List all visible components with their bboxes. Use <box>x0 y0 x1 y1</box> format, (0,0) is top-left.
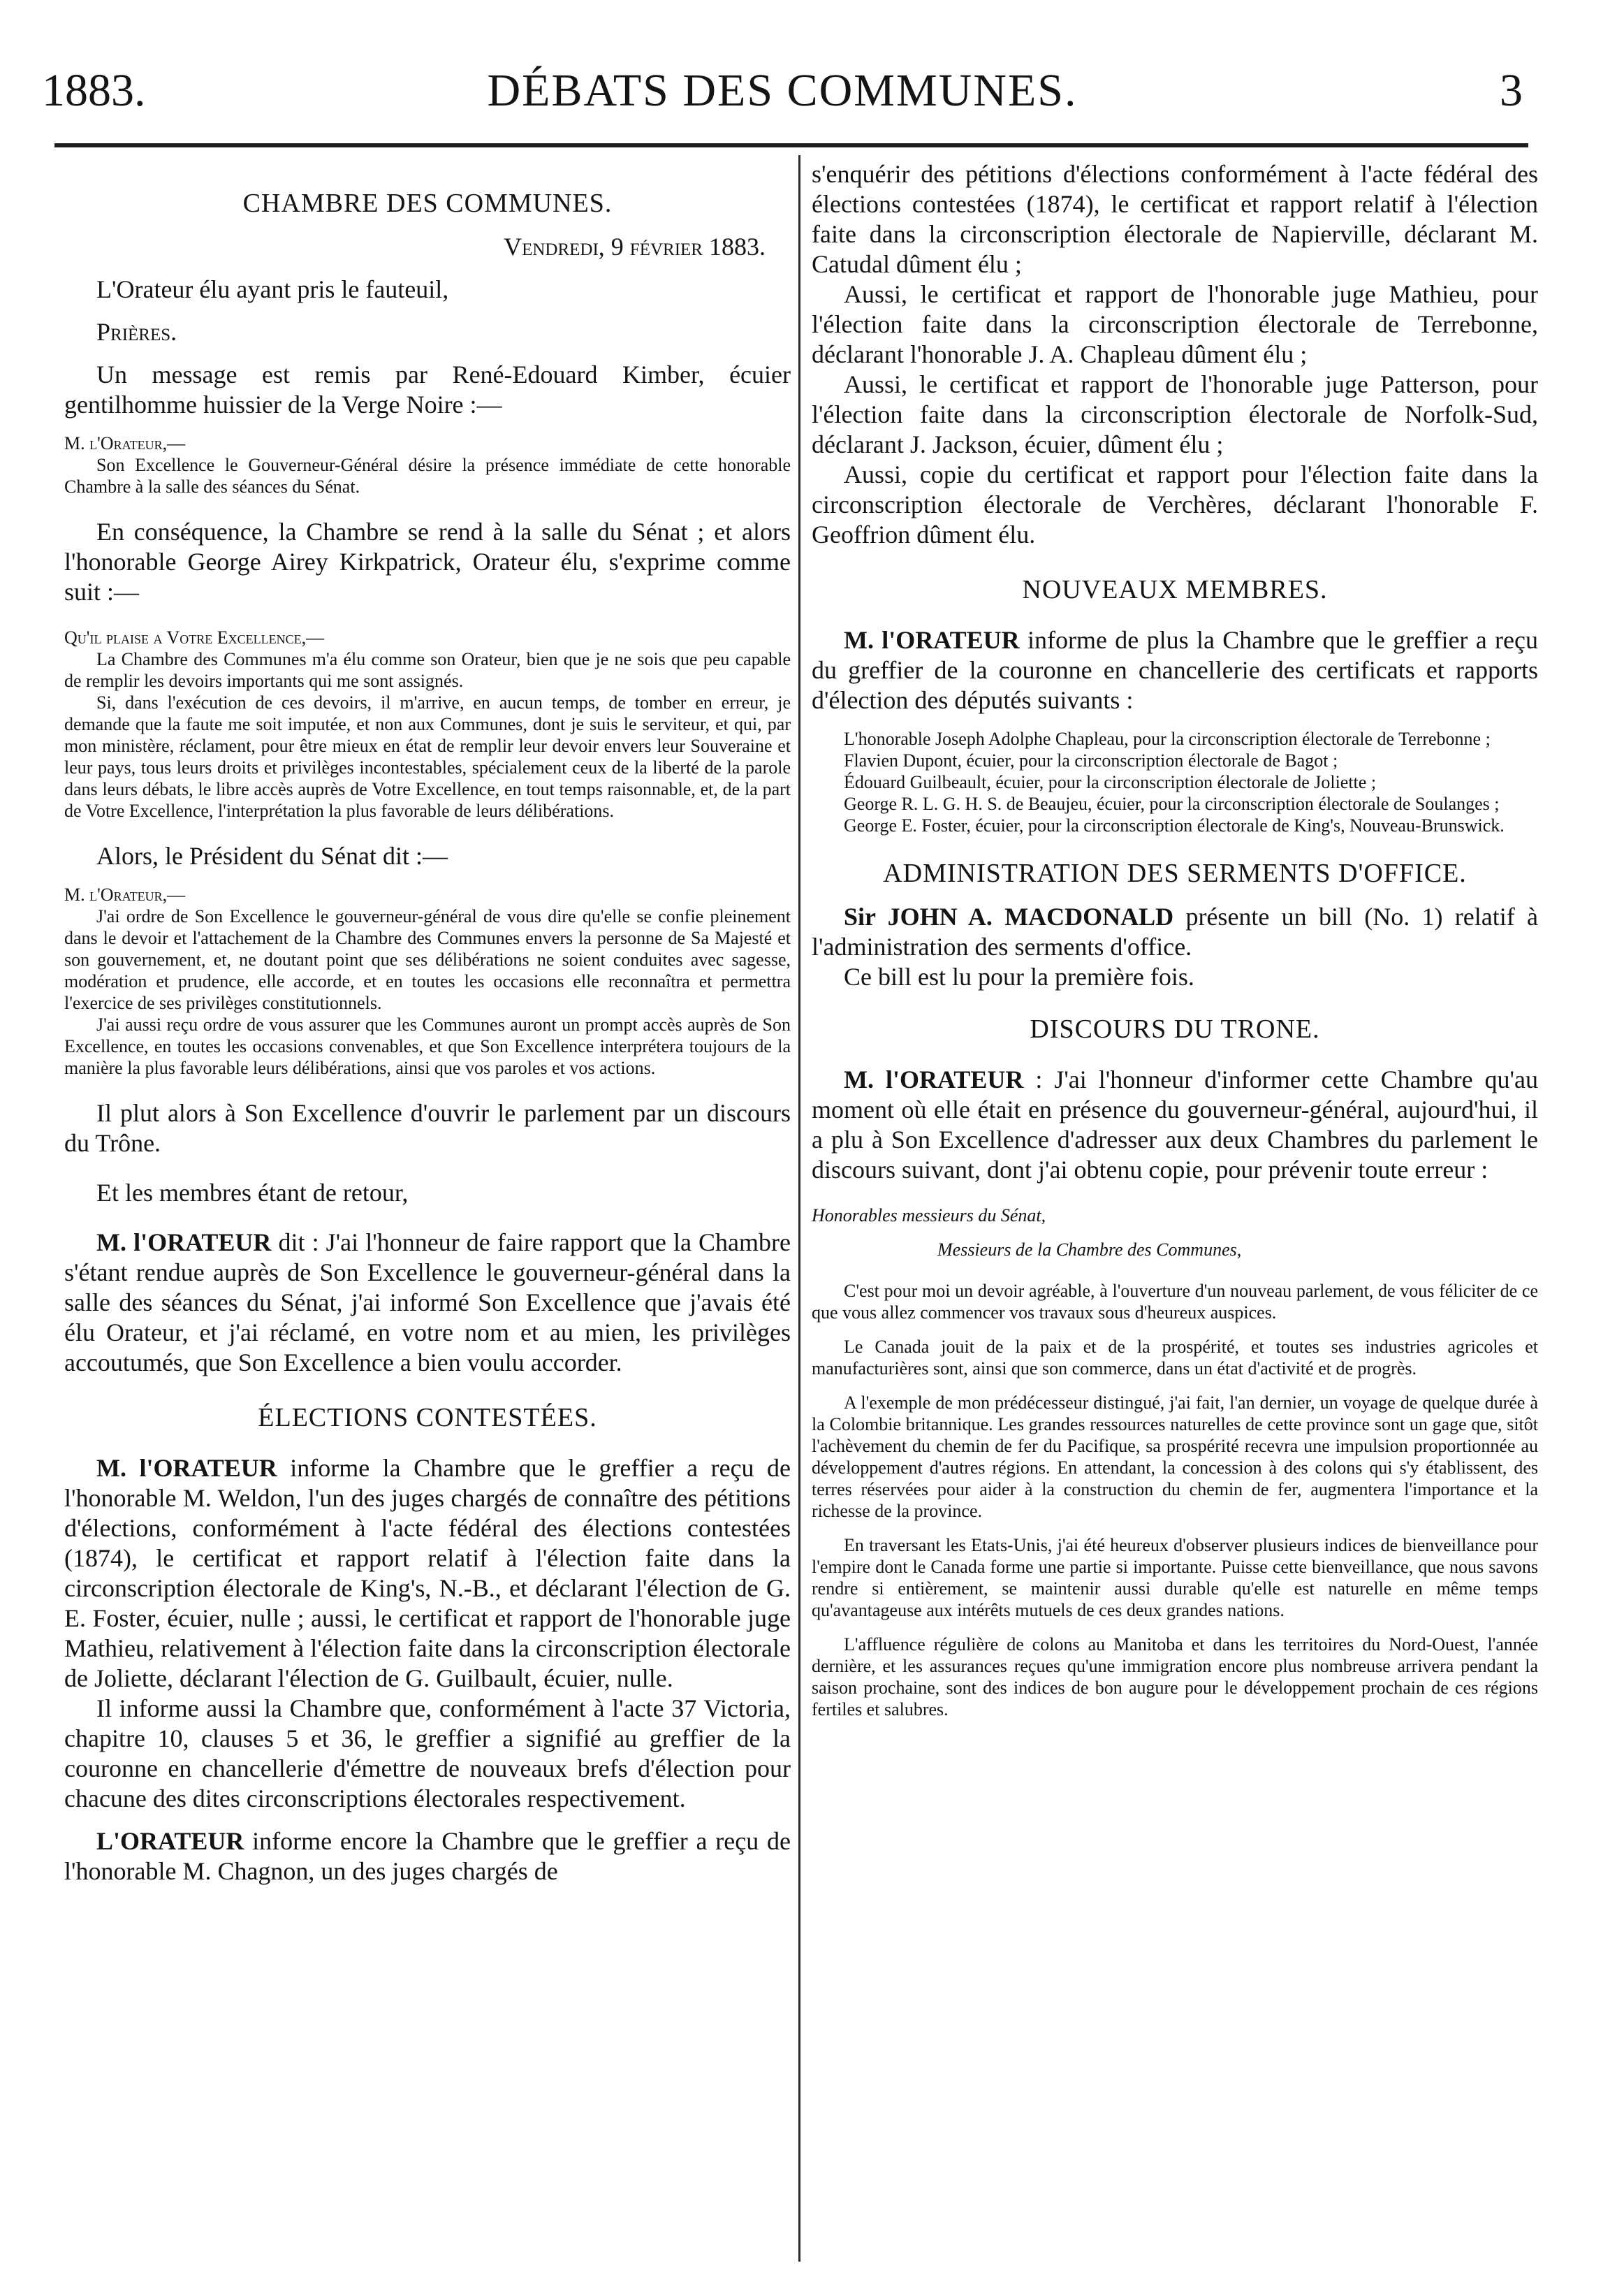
paragraph <box>64 1826 791 1886</box>
header-rule <box>54 143 1528 147</box>
speech-paragraph: Le Canada jouit de la paix et de la prospérité, et toutes ses industries agricoles et manufacturières sont, ainsi que son commerce, dans un état d'activité et de progrès. <box>812 1337 1538 1379</box>
paragraph: s'enquérir des pétitions d'élections conformément à l'acte fédéral des élections contestées (1874), le certificat et rapport relatif à l'élection faite dans la circonscription électorale de Napierville, déclarant M. Catudal dûment élu ; <box>812 160 1538 278</box>
paragraph: Ce bill est lu pour la première fois. <box>844 963 1194 991</box>
column-divider <box>798 155 800 2262</box>
quote: J'ai ordre de Son Excellence le gouverneur-général de vous dire qu'elle se confie pleinement dans le devoir et l'attachement de la Chambre des Communes envers la personne de Sa Majesté et son gouvernement, et, ne doutant point que ses délibérations ne soient conduites avec sagesse, modération et prudence, elle accorde, et en toutes les occasions elle reconnaîtra et permettra l'exercice de ses privilèges constitutionnels. <box>64 906 791 1013</box>
section-heading-discours: DISCOURS DU TRONE. <box>1030 1014 1320 1044</box>
paragraph-text: informe encore la Chambre que le greffier a reçu de l'honorable M. Chagnon, un des juges chargés de <box>64 1827 791 1885</box>
member-entry: George R. L. G. H. S. de Beaujeu, écuier, pour la circonscription électorale de Soulanges ; <box>844 794 1500 814</box>
section-heading-serments: ADMINISTRATION DES SERMENTS D'OFFICE. <box>883 859 1467 888</box>
member-entry: L'honorable Joseph Adolphe Chapleau, pour la circonscription électorale de Terrebonne ; <box>844 729 1491 749</box>
quote: J'ai aussi reçu ordre de vous assurer que les Communes auront un prompt accès auprès de Son Excellence, en toutes les occasions convenables, et que Son Excellence interprétera toujours de la manière la plus favorable leurs délibérations, ainsi que vos paroles et vos actions. <box>64 1014 791 1078</box>
member-entry: George E. Foster, écuier, pour la circonscription électorale de King's, Nouveau-Brunswick. <box>844 815 1505 836</box>
paragraph: Aussi, le certificat et rapport de l'honorable juge Patterson, pour l'élection faite dans la circonscription électorale de Norfolk-Sud, déclarant J. Jackson, écuier, dûment élu ; <box>812 370 1538 458</box>
paragraph: Prières. <box>96 318 177 346</box>
salutation: Messieurs de la Chambre des Communes, <box>937 1239 1242 1260</box>
quote: Son Excellence le Gouverneur-Général désire la présence immédiate de cette honorable Chambre à la salle des séances du Sénat. <box>64 455 791 497</box>
paragraph: Il informe aussi la Chambre que, conformément à l'acte 37 Victoria, chapitre 10, clauses 5 et 36, le greffier a signifié au greffier de la couronne en chancellerie d'émettre de nouveaux brefs d'élection pour chacune des dites circonscriptions électorales respectivement. <box>64 1694 791 1812</box>
paragraph: L'Orateur élu ayant pris le fauteuil, <box>96 275 449 303</box>
speaker-name: Sir JOHN A. MACDONALD <box>844 903 1174 931</box>
date-line: Vendredi, 9 février 1883. <box>504 233 766 261</box>
header-title: DÉBATS DES COMMUNES. <box>487 65 1078 116</box>
paragraph-text: présente un bill (No. 1) relatif à l'administration des serments d'office. <box>812 903 1538 961</box>
speaker-name: L'ORATEUR <box>96 1827 244 1855</box>
speaker-name: M. l'ORATEUR <box>844 1066 1024 1093</box>
speech-paragraph: En traversant les Etats-Unis, j'ai été heureux d'observer plusieurs indices de bienveillance pour l'empire dont le Canada forme une partie si importante. Puisse cette bienveillance, que nous savons rendre si entièrement, se maintenir aussi durable qu'elle est naturelle en même temps qu'avantageuse aux intérêts mutuels de ces deux grandes nations. <box>812 1535 1538 1620</box>
section-heading-elections: ÉLECTIONS CONTESTÉES. <box>258 1403 597 1432</box>
quote: Si, dans l'exécution de ces devoirs, il m'arrive, en aucun temps, de tomber en erreur, je demande que la faute me soit imputée, et non aux Communes, dont je suis le serviteur, et qui, par mon ministère, réclament, pour être mieux en état de remplir leur devoir envers leur Souveraine et leur pays, tous leurs droits et privilèges incontestables, spécialement ceux de la liberté de la parole dans leurs débats, le libre accès auprès de Votre Excellence, en tout temps raisonnable, et, de la part de Votre Excellence, l'interprétation la plus favorable de leurs délibérations. <box>64 692 791 821</box>
left-column <box>64 159 791 1886</box>
paragraph: Aussi, copie du certificat et rapport pour l'élection faite dans la circonscription électorale de Verchères, déclarant l'honorable F. Geoffrion dûment élu. <box>812 460 1538 548</box>
paragraph-text: dit : J'ai l'honneur de faire rapport que la Chambre s'étant rendue auprès de Son Excellence le gouverneur-général dans la salle des séances du Sénat, j'ai informé Son Excellence que j'avais été élu Orateur, et j'ai réclamé, en votre nom et au mien, les privilèges accoutumés, que Son Excellence a bien voulu accorder. <box>64 1228 791 1376</box>
right-column <box>812 159 1538 1720</box>
paragraph: Un message est remis par René-Edouard Kimber, écuier gentilhomme huissier de la Verge Noire :— <box>64 361 791 419</box>
page-header <box>42 64 1523 127</box>
page-number: 3 <box>1500 65 1523 116</box>
member-entry: Flavien Dupont, écuier, pour la circonscription électorale de Bagot ; <box>844 750 1338 771</box>
speaker-name: M. l'ORATEUR <box>96 1228 272 1256</box>
speaker-line: M. l'Orateur,— <box>64 433 186 453</box>
speaker-name: M. l'ORATEUR <box>844 626 1020 654</box>
member-entry: Édouard Guilbeault, écuier, pour la circonscription électorale de Joliette ; <box>844 772 1377 792</box>
paragraph <box>812 902 1538 962</box>
paragraph: En conséquence, la Chambre se rend à la salle du Sénat ; et alors l'honorable George Airey Kirkpatrick, Orateur élu, s'exprime comme suit :— <box>64 518 791 606</box>
paragraph <box>64 1228 791 1378</box>
speaker-line: M. l'Orateur,— <box>64 885 186 905</box>
salutation: Honorables messieurs du Sénat, <box>812 1205 1046 1225</box>
paragraph: Il plut alors à Son Excellence d'ouvrir le parlement par un discours du Trône. <box>64 1099 791 1157</box>
speech-paragraph: L'affluence régulière de colons au Manitoba et dans les territoires du Nord-Ouest, l'année dernière, et les assurances reçues qu'une immigration encore plus nombreuse arrivera pendant la saison prochaine, sont des indices de bon augure pour le développement prochain de ces régions fertiles et salubres. <box>812 1634 1538 1719</box>
paragraph: Alors, le Président du Sénat dit :— <box>96 842 448 870</box>
paragraph <box>64 1453 791 1694</box>
speaker-name: M. l'ORATEUR <box>96 1454 277 1482</box>
paragraph: Aussi, le certificat et rapport de l'honorable juge Mathieu, pour l'élection faite dans la circonscription électorale de Terrebonne, déclarant l'honorable J. A. Chapleau dûment élu ; <box>812 280 1538 368</box>
speaker-line: Qu'il plaise a Votre Excellence,— <box>64 627 325 648</box>
speech-paragraph: C'est pour moi un devoir agréable, à l'ouverture d'un nouveau parlement, de vous féliciter de ce que vous allez commencer vos travaux sous d'heureux auspices. <box>812 1281 1538 1323</box>
paragraph <box>812 1065 1538 1185</box>
paragraph-text: informe la Chambre que le greffier a reçu de l'honorable M. Weldon, l'un des juges chargés de connaître des pétitions d'élections, conformément à l'acte fédéral des élections contestées (1874), le certificat et rapport relatif à l'élection faite dans la circonscription électorale de King's, N.-B., et déclarant l'élection de G. E. Foster, écuier, nulle ; aussi, le certificat et rapport de l'honorable juge Mathieu, relativement à l'élection faite dans la circonscription électorale de Joliette, déclarant l'élection de G. Guilbault, écuier, nulle. <box>64 1454 791 1692</box>
paragraph-text: : J'ai l'honneur d'informer cette Chambre qu'au moment où elle était en présence du gouverneur-général, aujourd'hui, il a plu à Son Excellence d'adresser aux deux Chambres du parlement le discours suivant, dont j'ai obtenu copie, pour prévenir toute erreur : <box>812 1066 1539 1184</box>
speech-paragraph: A l'exemple de mon prédécesseur distingué, j'ai fait, l'an dernier, un voyage de quelque durée à la Colombie britannique. Les grandes ressources naturelles de cette province sont un gage que, sitôt l'achèvement du chemin de fer du Pacifique, sa prospérité recevra une impulsion proportionnée au développement d'autres régions. En attendant, la concession à des colons qui s'y établissent, des terres réservées pour aider à la construction du chemin de fer, augmentera l'importance et la richesse de la province. <box>812 1392 1538 1521</box>
quote: La Chambre des Communes m'a élu comme son Orateur, bien que je ne sois que peu capable de remplir les devoirs importants qui me sont assignés. <box>64 649 791 691</box>
section-heading-chambre: CHAMBRE DES COMMUNES. <box>242 189 613 218</box>
section-heading-nouveaux-membres: NOUVEAUX MEMBRES. <box>1022 575 1328 604</box>
paragraph-text: informe de plus la Chambre que le greffier a reçu du greffier de la couronne en chancellerie des certificats et rapports d'élection des députés suivants : <box>812 626 1539 714</box>
header-year: 1883. <box>42 65 146 116</box>
paragraph <box>812 625 1538 715</box>
paragraph: Et les membres étant de retour, <box>96 1179 409 1207</box>
